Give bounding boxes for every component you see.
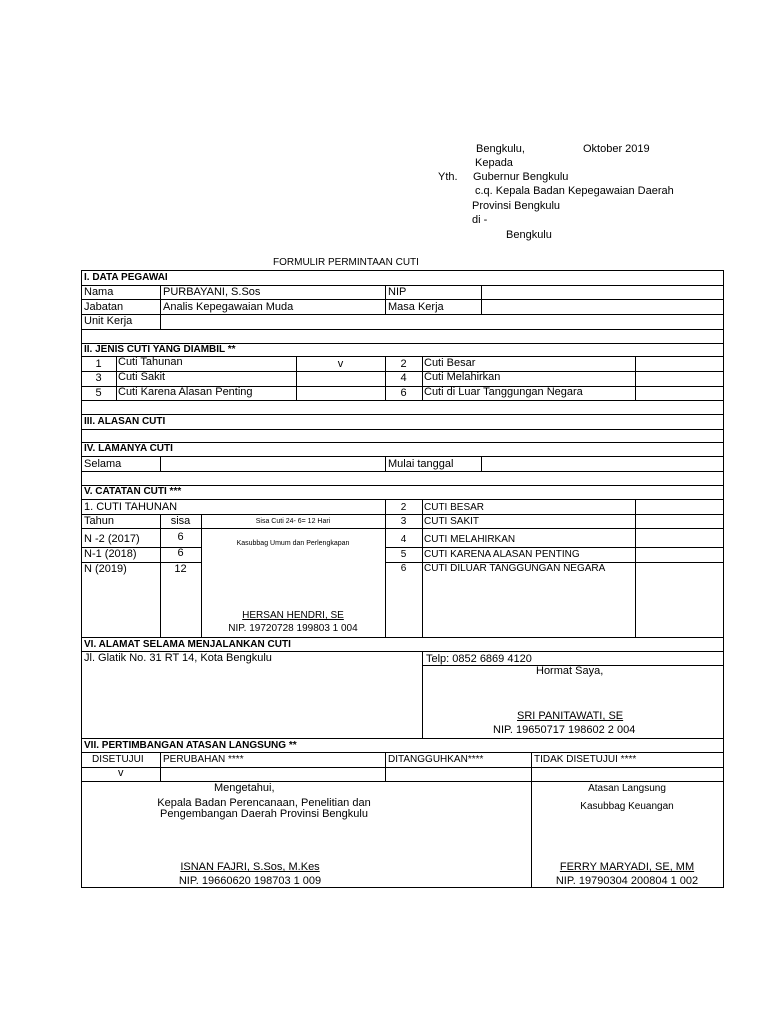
kasubbag-umum-nip: NIP. 19720728 199803 1 004 bbox=[228, 623, 358, 634]
jenis-label: Cuti Melahirkan bbox=[424, 371, 501, 383]
year-sisa: 6 bbox=[177, 547, 184, 559]
atasan-nip: NIP. 19790304 200804 1 002 bbox=[555, 875, 699, 887]
tidak-disetujui-label: TIDAK DISETUJUI **** bbox=[534, 754, 637, 765]
recipient-3: Provinsi Bengkulu bbox=[472, 200, 561, 212]
kasubbag-umum: Kasubbag Umum dan Perlengkapan bbox=[236, 540, 350, 547]
kasubbag-keuangan: Kasubbag Keuangan bbox=[580, 801, 674, 812]
date: Oktober 2019 bbox=[583, 143, 650, 155]
place: Bengkulu, bbox=[476, 143, 525, 155]
catatan-label: CUTI MELAHIRKAN bbox=[424, 534, 516, 545]
nama-value: PURBAYANI, S.Sos bbox=[163, 286, 261, 298]
jenis-no: 4 bbox=[400, 372, 407, 384]
jenis-no: 5 bbox=[95, 387, 102, 399]
jabatan-label: Jabatan bbox=[84, 301, 124, 313]
applicant-name: SRI PANITAWATI, SE bbox=[517, 710, 624, 722]
year-label: N (2019) bbox=[84, 563, 127, 575]
jenis-label: Cuti Tahunan bbox=[118, 356, 183, 368]
kepala-line-1: Kepala Badan Perencanaan, Penelitian dan bbox=[157, 797, 371, 809]
unit-kerja-label: Unit Kerja bbox=[84, 315, 133, 327]
yth: Yth. bbox=[438, 171, 458, 183]
jenis-label: Cuti Karena Alasan Penting bbox=[118, 386, 253, 398]
form-title: FORMULIR PERMINTAAN CUTI bbox=[273, 257, 419, 268]
catatan-no: 6 bbox=[400, 563, 407, 574]
section-6-title: VI. ALAMAT SELAMA MENJALANKAN CUTI bbox=[84, 639, 291, 650]
perubahan-label: PERUBAHAN **** bbox=[163, 754, 244, 765]
mulai-label: Mulai tanggal bbox=[388, 458, 454, 470]
kepala-line-2: Pengembangan Daerah Provinsi Bengkulu bbox=[160, 808, 368, 820]
di-label: di - bbox=[472, 214, 488, 226]
recipient-1: Gubernur Bengkulu bbox=[473, 171, 569, 183]
jenis-label: Cuti Besar bbox=[424, 357, 476, 369]
nama-label: Nama bbox=[84, 286, 114, 298]
jenis-no: 6 bbox=[400, 387, 407, 399]
address: Jl. Glatik No. 31 RT 14, Kota Bengkulu bbox=[84, 652, 272, 664]
catatan-no: 3 bbox=[400, 516, 407, 527]
catatan-no: 2 bbox=[400, 502, 407, 513]
section-2-title: II. JENIS CUTI YANG DIAMBIL ** bbox=[84, 344, 236, 355]
year-label: N -2 (2017) bbox=[84, 533, 140, 545]
jenis-label: Cuti Sakit bbox=[118, 371, 166, 383]
kepala-name: ISNAN FAJRI, S.Sos, M.Kes bbox=[180, 861, 320, 873]
applicant-nip: NIP. 19650717 198602 2 004 bbox=[493, 724, 636, 736]
atasan-langsung: Atasan Langsung bbox=[588, 783, 666, 794]
year-sisa: 6 bbox=[177, 531, 184, 543]
kepala-nip: NIP. 19660620 198703 1 009 bbox=[178, 875, 322, 887]
jenis-mark: v bbox=[337, 358, 344, 370]
kepada: Kepada bbox=[475, 157, 513, 169]
disetujui-mark: v bbox=[118, 767, 124, 779]
section-4-title: IV. LAMANYA CUTI bbox=[84, 443, 173, 454]
masa-kerja-label: Masa Kerja bbox=[388, 301, 444, 313]
selama-label: Selama bbox=[84, 458, 122, 470]
catatan-label: CUTI DILUAR TANGGUNGAN NEGARA bbox=[424, 563, 606, 574]
jenis-label: Cuti di Luar Tanggungan Negara bbox=[424, 386, 583, 398]
ditangguhkan-label: DITANGGUHKAN**** bbox=[388, 754, 484, 765]
kasubbag-umum-name: HERSAN HENDRI, SE bbox=[242, 610, 344, 621]
sisa-note: Sisa Cuti 24- 6= 12 Hari bbox=[255, 518, 331, 525]
recipient-2: c.q. Kepala Badan Kepegawaian Daerah bbox=[475, 185, 674, 197]
section-3-title: III. ALASAN CUTI bbox=[84, 416, 166, 427]
section-5-title: V. CATATAN CUTI *** bbox=[84, 486, 182, 497]
year-label: N-1 (2018) bbox=[84, 548, 137, 560]
jabatan-value: Analis Kepegawaian Muda bbox=[163, 301, 294, 313]
catatan-label: CUTI SAKIT bbox=[424, 516, 480, 527]
telp: Telp: 0852 6869 4120 bbox=[426, 653, 532, 665]
cuti-tahunan-title: 1. CUTI TAHUNAN bbox=[84, 501, 178, 513]
nip-label: NIP bbox=[388, 286, 407, 298]
jenis-no: 3 bbox=[95, 372, 102, 384]
catatan-no: 5 bbox=[400, 549, 407, 560]
hormat-saya: Hormat Saya, bbox=[536, 665, 604, 677]
disetujui-label: DISETUJUI bbox=[92, 754, 144, 765]
section-1-title: I. DATA PEGAWAI bbox=[84, 272, 168, 283]
tahun-label: Tahun bbox=[84, 515, 114, 527]
sisa-label: sisa bbox=[170, 515, 191, 527]
jenis-no: 1 bbox=[95, 358, 102, 370]
atasan-name: FERRY MARYADI, SE, MM bbox=[559, 861, 695, 873]
catatan-label: CUTI KARENA ALASAN PENTING bbox=[424, 549, 580, 560]
catatan-label: CUTI BESAR bbox=[424, 502, 485, 513]
section-7-title: VII. PERTIMBANGAN ATASAN LANGSUNG ** bbox=[84, 740, 297, 751]
year-sisa: 12 bbox=[174, 563, 187, 575]
mengetahui: Mengetahui, bbox=[214, 782, 275, 794]
city: Bengkulu bbox=[506, 229, 552, 241]
jenis-no: 2 bbox=[400, 358, 407, 370]
catatan-no: 4 bbox=[400, 534, 407, 545]
